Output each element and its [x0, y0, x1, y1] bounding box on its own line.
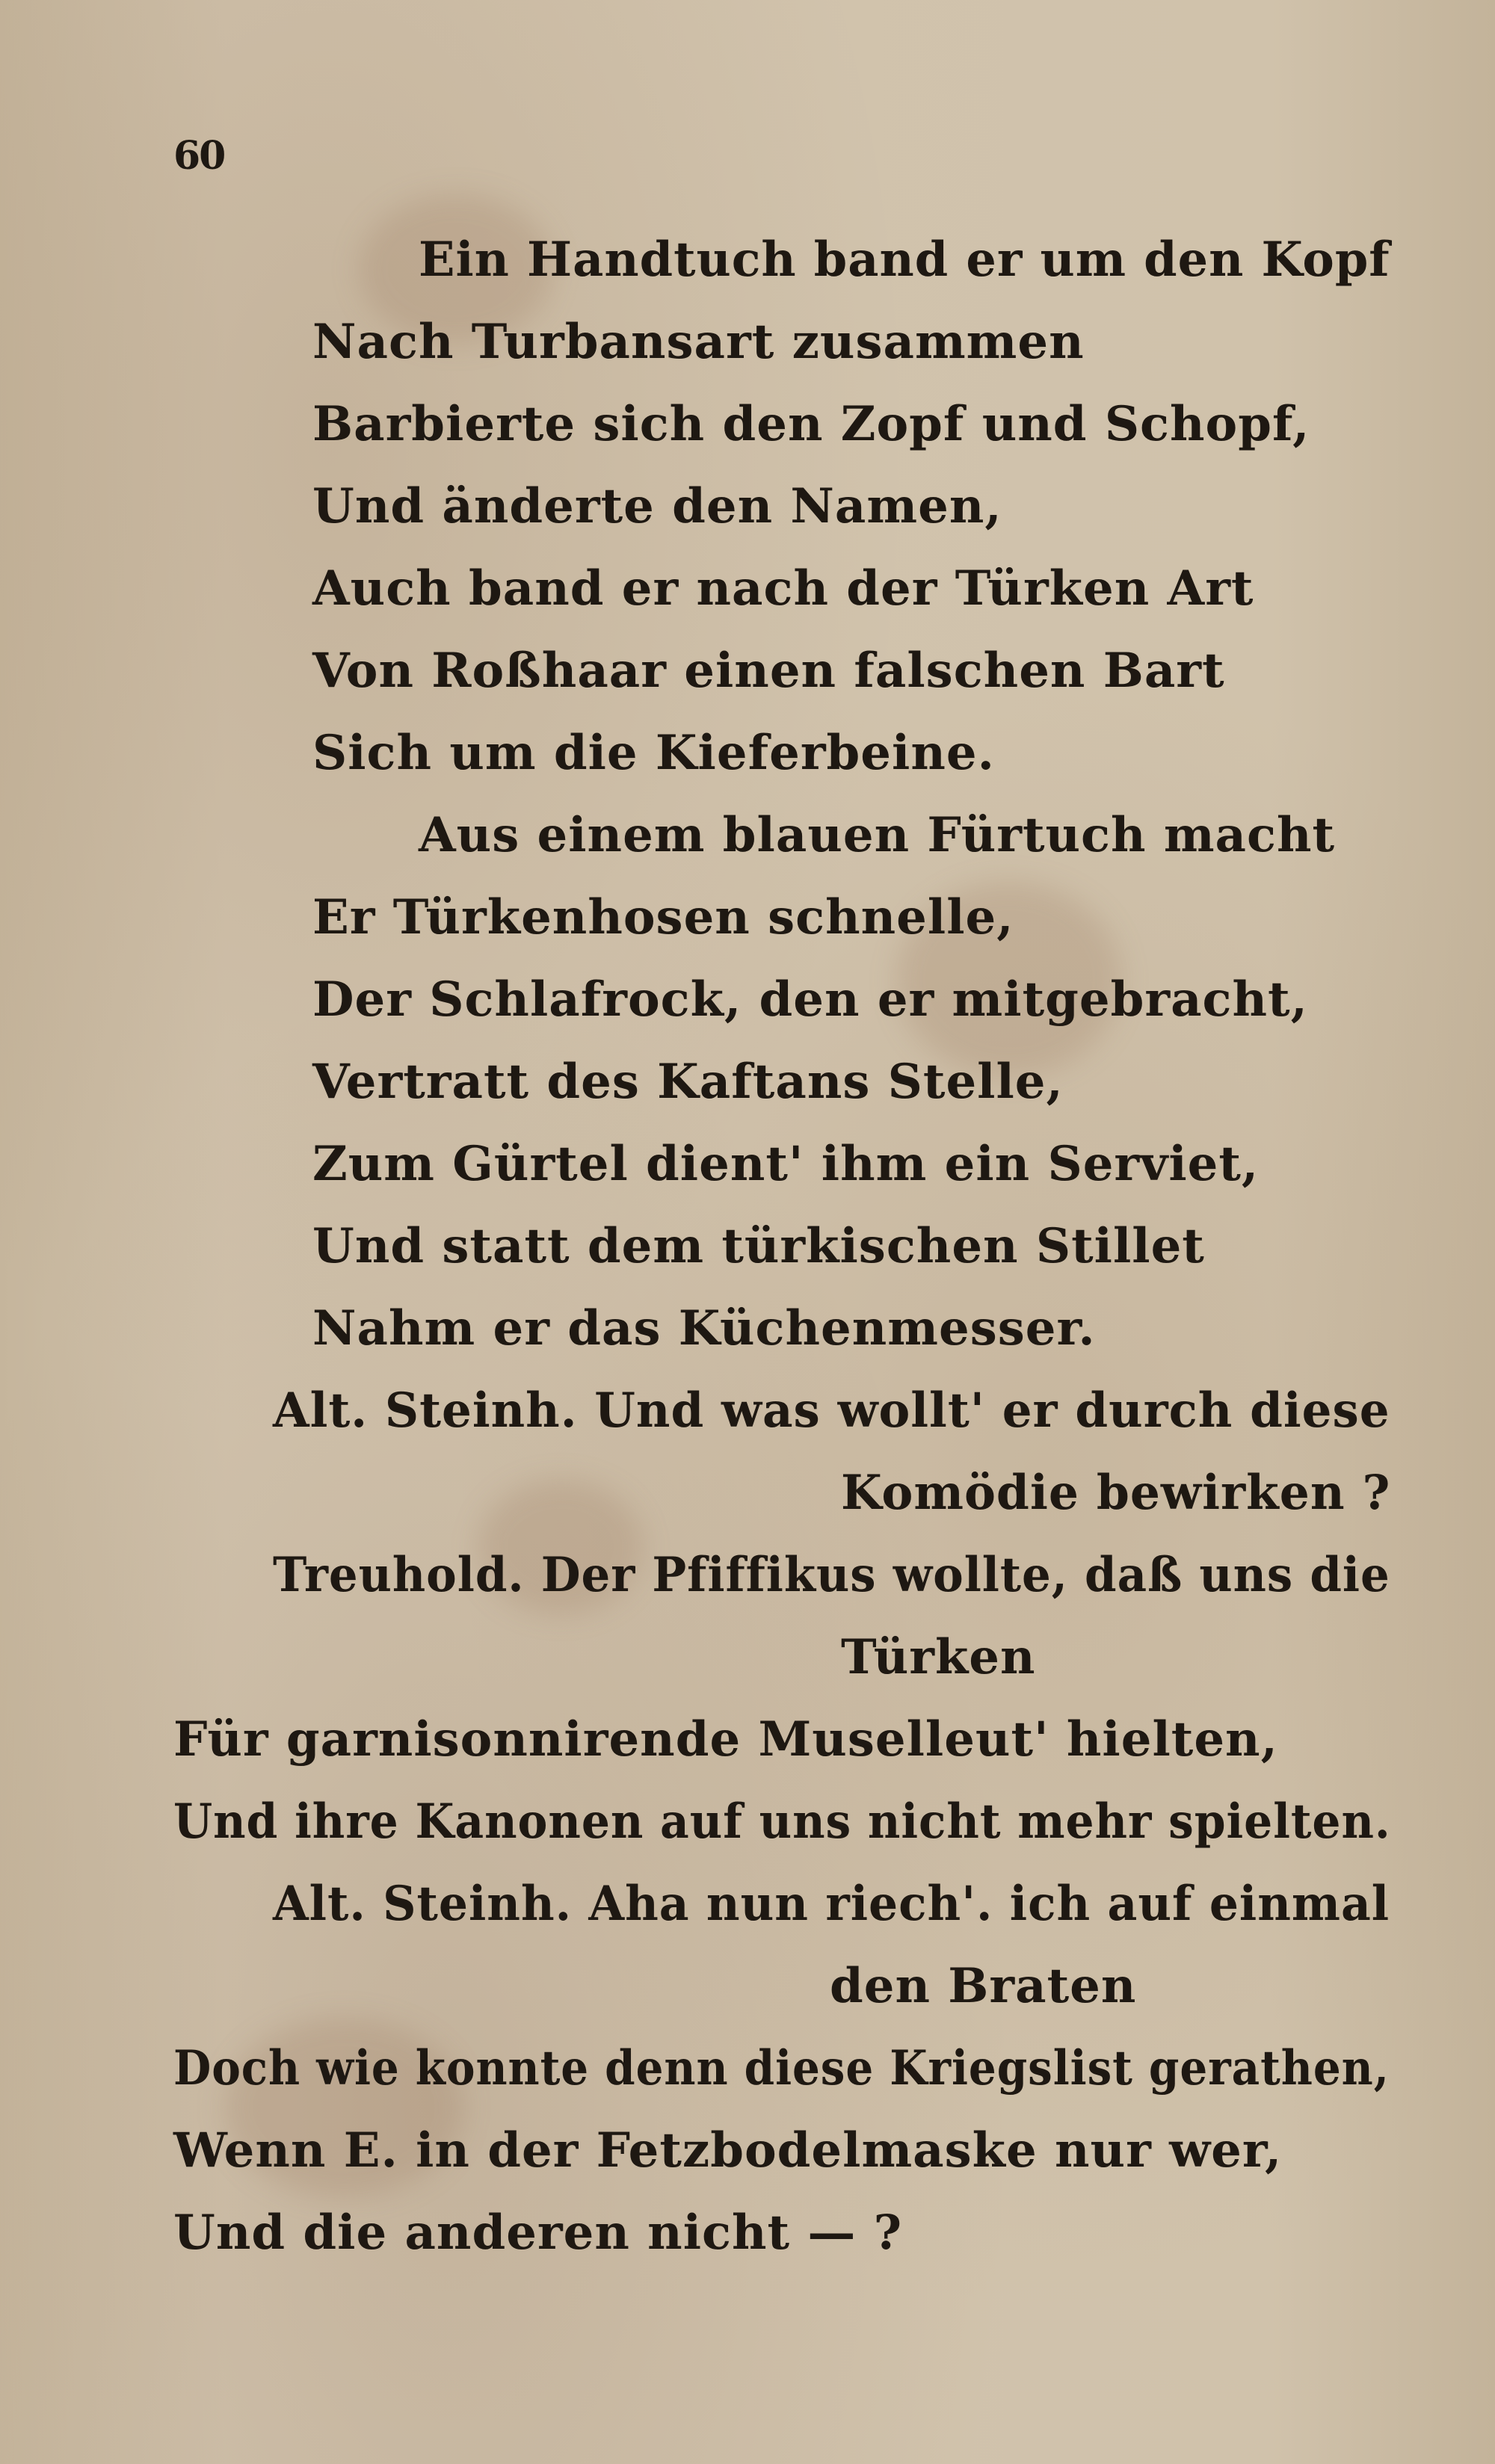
dialogue-line: Treuhold. Der Pfiffikus wollte, daß uns die [273, 1547, 1390, 1603]
dialogue-line: Alt. Steinh. Aha nun riech'. ich auf einmal [273, 1876, 1390, 1932]
verse-line: Von Roßhaar einen falschen Bart [312, 643, 1225, 699]
dialogue-line: Wenn E. in der Fetzbodelmaske nur wer, [173, 2122, 1283, 2179]
dialogue-line: Doch wie konnte denn diese Kriegslist gerathen, [173, 2040, 1390, 2096]
dialogue-line: den Braten [830, 1958, 1137, 2014]
verse-line: Auch band er nach der Türken Art [312, 561, 1254, 617]
verse-line: Barbierte sich den Zopf und Schopf, [312, 396, 1310, 452]
verse-line: Aus einem blauen Fürtuch macht [419, 807, 1336, 863]
verse-line: Sich um die Kieferbeine. [312, 725, 995, 781]
verse-line: Und statt dem türkischen Stillet [312, 1218, 1205, 1274]
dialogue-line: Alt. Steinh. Und was wollt' er durch diese [273, 1383, 1390, 1439]
verse-line: Nach Turbansart zusammen [312, 314, 1085, 370]
dialogue-line: Türken [841, 1629, 1036, 1685]
verse-line: Der Schlafrock, den er mitgebracht, [312, 972, 1308, 1028]
verse-line: Ein Handtuch band er um den Kopf [419, 232, 1390, 288]
dialogue-line: Und die anderen nicht — ? [173, 2205, 903, 2261]
dialogue-line: Komödie bewirken ? [841, 1465, 1391, 1521]
dialogue-line: Für garnisonnirende Muselleut' hielten, [173, 1711, 1278, 1767]
dialogue-line: Und ihre Kanonen auf uns nicht mehr spielten. [173, 1794, 1391, 1850]
verse-line: Zum Gürtel dient' ihm ein Serviet, [312, 1136, 1260, 1192]
verse-line: Nahm er das Küchenmesser. [312, 1300, 1096, 1356]
verse-line: Er Türkenhosen schnelle, [312, 889, 1014, 945]
verse-line: Und änderte den Namen, [312, 478, 1002, 534]
page-number: 60 [173, 133, 225, 179]
verse-line: Vertratt des Kaftans Stelle, [312, 1054, 1064, 1110]
